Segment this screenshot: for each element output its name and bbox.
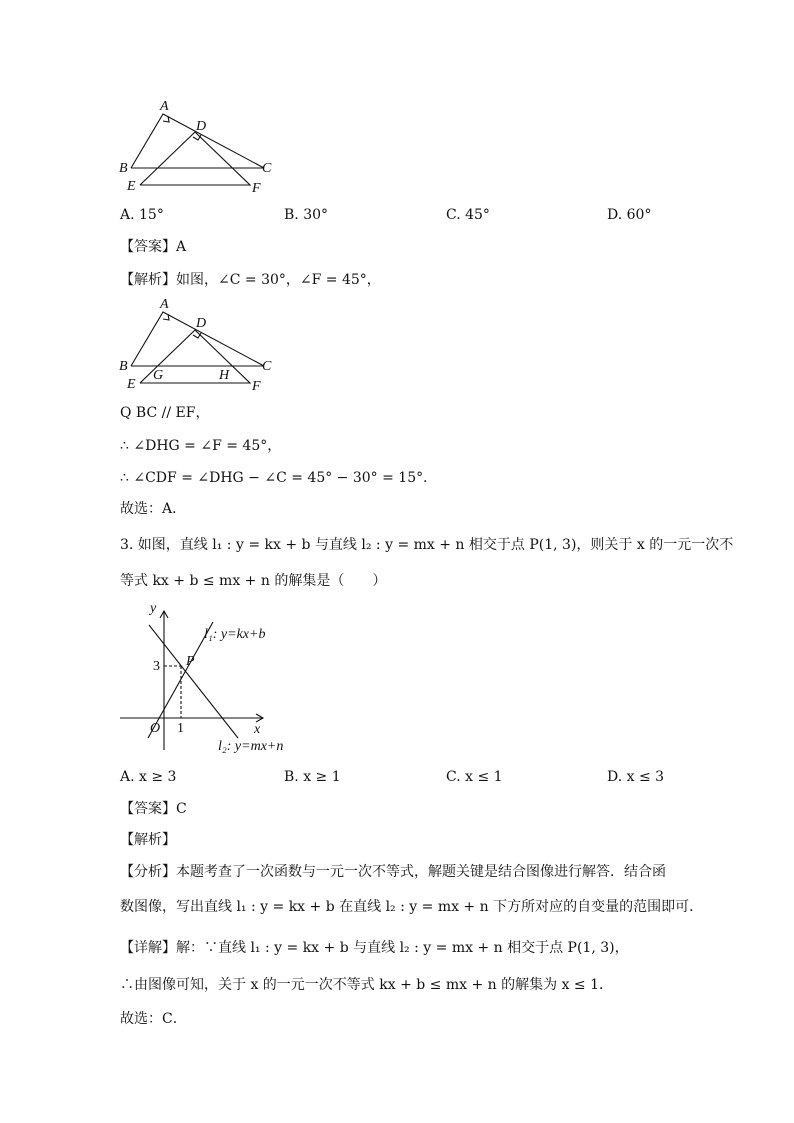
- tick-x-1: 1: [177, 721, 184, 736]
- q3-answer: 【答案】C: [120, 801, 187, 817]
- step-cdf: ∴ ∠CDF = ∠DHG − ∠C = 45° − 30° = 15°．: [120, 470, 438, 486]
- origin-label: O: [150, 721, 161, 736]
- tick-y-3: 3: [153, 659, 160, 674]
- step-parallel: Q BC // EF，: [120, 405, 210, 421]
- q3-conclusion: ∴由图像可知，关于 x 的一元一次不等式 kx + b ≤ mx + n 的解集为 x ≤ 1．: [120, 977, 613, 993]
- q2-analysis: 【解析】如图，∠C = 30°，∠F = 45°，: [120, 272, 381, 288]
- q3-option-d: D. x ≤ 3: [607, 769, 665, 785]
- label-D: D: [196, 119, 207, 134]
- q3-option-b: B. x ≥ 1: [284, 769, 341, 785]
- q3-option-c: C. x ≤ 1: [446, 769, 503, 785]
- q3-detail: 【详解】解：∵直线 l₁ : y = kx + b 与直线 l₂ : y = mx + n 相交于点 P(1, 3)，: [120, 940, 629, 956]
- q3-stem-line2: 等式 kx + b ≤ mx + n 的解集是（ ）: [120, 573, 387, 589]
- axis-x-label: x: [254, 722, 261, 737]
- label-B2: B: [119, 359, 128, 374]
- label-E: E: [127, 179, 136, 194]
- label-D2: D: [196, 316, 207, 331]
- label-C2: C: [262, 359, 272, 374]
- q2-option-c: C. 45°: [446, 207, 490, 223]
- line-l2-label: l₂: y=mx+n: [218, 739, 284, 754]
- q2-answer: 【答案】A: [120, 239, 187, 255]
- point-p-label: P: [186, 654, 195, 669]
- label-F: F: [252, 181, 261, 196]
- q2-option-d: D. 60°: [607, 207, 652, 223]
- q3-analysis-p2: 数图像，写出直线 l₁ : y = kx + b 在直线 l₂ : y = mx + n 下方所对应的自变量的范围即可．: [120, 899, 704, 915]
- q2-final: 故选：A．: [120, 501, 187, 517]
- step-dhg: ∴ ∠DHG = ∠F = 45°，: [120, 438, 282, 454]
- label-C: C: [262, 161, 272, 176]
- line-l1-label: l₁: y=kx+b: [204, 627, 266, 642]
- label-B: B: [119, 161, 128, 176]
- label-G: G: [153, 368, 164, 383]
- q3-analysis-p1: 【分析】本题考查了一次函数与一元一次不等式，解题关键是结合图像进行解答．结合函: [120, 864, 666, 880]
- label-E2: E: [127, 377, 136, 392]
- q3-final: 故选：C．: [120, 1011, 187, 1027]
- label-A2: A: [160, 297, 169, 312]
- q3-stem-line1: 3. 如图，直线 l₁ : y = kx + b 与直线 l₂ : y = mx + n 相交于点 P(1, 3)，则关于 x 的一元一次不: [120, 537, 734, 553]
- label-F2: F: [252, 379, 261, 394]
- axis-y-label: y: [150, 601, 157, 616]
- label-H: H: [219, 368, 230, 383]
- label-A: A: [160, 99, 169, 114]
- q2-option-b: B. 30°: [284, 207, 329, 223]
- q3-option-a: A. x ≥ 3: [120, 769, 177, 785]
- q3-analysis-head: 【解析】: [120, 832, 176, 848]
- q2-option-a: A. 15°: [120, 207, 164, 223]
